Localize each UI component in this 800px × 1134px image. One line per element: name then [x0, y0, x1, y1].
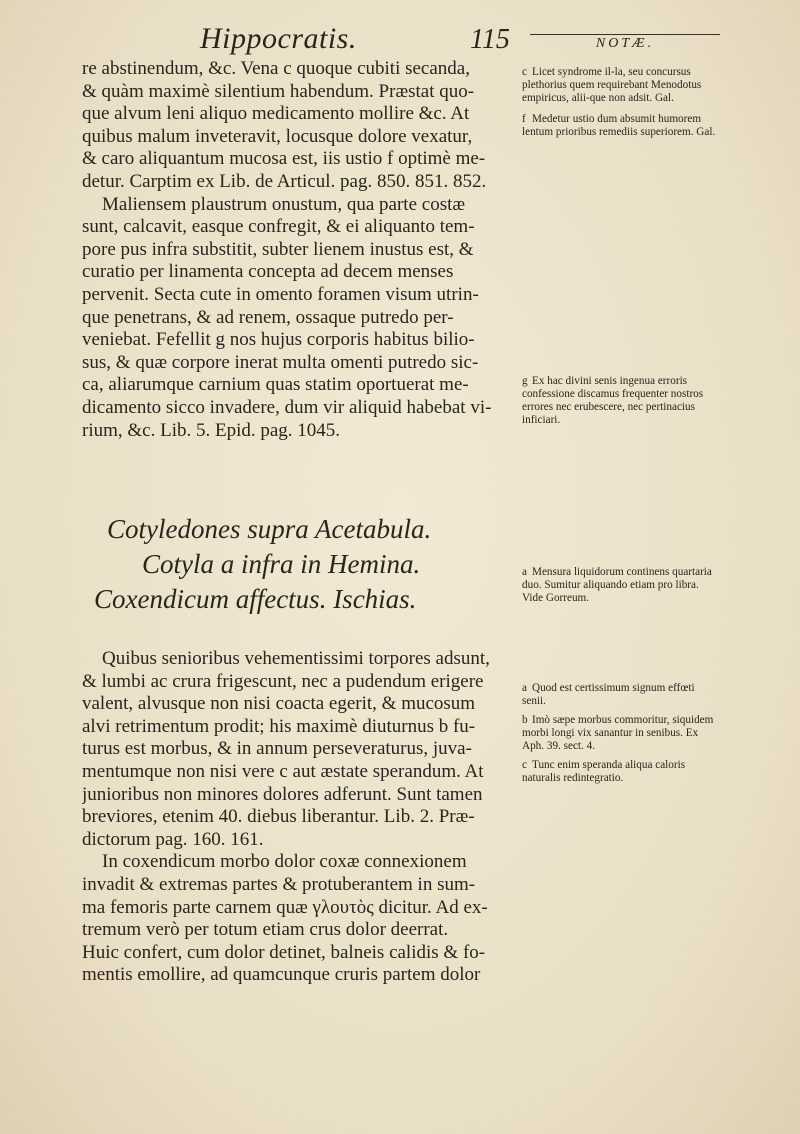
text-line: dictorum pag. 160. 161.: [82, 828, 264, 850]
text-line: re abstinendum, &c. Vena c quoque cubiti secanda,: [82, 58, 470, 79]
side-note: [522, 375, 717, 427]
text-line: veniebat. Fefellit g nos hujus corporis habitus bilio-: [82, 329, 475, 351]
text-line: quibus malum inveteravit, locusque dolore vexatur,: [82, 125, 473, 147]
main-text-section-1: [82, 58, 517, 442]
text-line: mentumque non nisi vere c aut æstate sperandum. At: [82, 760, 484, 782]
note-mark: b: [522, 714, 528, 726]
title-line: Cotyla a infra in Hemina.: [142, 549, 421, 579]
text-line: curatio per linamenta concepta ad decem menses: [82, 261, 454, 283]
text-line: breviores, etenim 40. diebus liberantur. Lib. 2. Præ-: [82, 806, 475, 828]
side-note: [522, 682, 717, 708]
page-header: [180, 22, 740, 56]
note-mark: c: [522, 66, 527, 78]
note-text: Imò sæpe morbus commoritur, siquidem morbi longi vix sanantur in senibus. Ex Aph. 39. sect. 4.: [522, 714, 714, 752]
text-line: pore pus infra substitit, subter lienem inustus est, &: [82, 238, 474, 260]
main-text-section-2: [82, 648, 517, 987]
side-notes-middle: [522, 566, 717, 611]
note-text: Ex hac divini senis ingenua erroris confessione discamus frequenter nostros errores nec erubescere, nec pertinacius inficiari.: [522, 375, 704, 426]
side-note: [522, 566, 717, 605]
page-number: 115: [470, 24, 510, 55]
note-mark: f: [522, 113, 526, 125]
text-line: que penetrans, & ad renem, ossaque putredo per-: [82, 306, 454, 328]
side-notes-top: [522, 66, 717, 145]
text-line: valent, alvusque non nisi coacta egerit, & mucosum: [82, 693, 476, 715]
note-text: Quod est certissimum signum effœti senii.: [522, 682, 695, 707]
title-line: Cotyledones supra Acetabula.: [107, 514, 432, 544]
text-line: ma femoris parte carnem quæ γλουτὸς dicitur. Ad ex-: [82, 896, 488, 918]
notes-heading: NOTÆ.: [530, 34, 720, 52]
text-line: mentis emollire, ad quamcunque cruris partem dolor: [82, 964, 481, 986]
text-line: & lumbi ac crura frigescunt, nec a pudendum erigere: [82, 670, 484, 692]
text-line: dicamento sicco invadere, dum vir aliquid habebat vi-: [82, 396, 492, 418]
text-line: sunt, calcavit, easque confregit, & ei aliquanto tem-: [82, 216, 475, 238]
text-line: In coxendicum morbo dolor coxæ connexionem: [102, 851, 467, 873]
note-text: Licet syndrome il-la, seu concursus plethorius quem requirebant Menodotus empiricus, alii-que non adsit. Gal.: [522, 66, 702, 104]
text-line: invadit & extremas partes & protuberantem in sum-: [82, 873, 476, 895]
note-mark: c: [522, 759, 527, 771]
note-text: Medetur ustio dum absumit humorem lentum prioribus remediis superiorem. Gal.: [522, 113, 716, 138]
side-note: [522, 714, 717, 753]
text-line: & caro aliquantum mucosa est, iis ustio f optimè me-: [82, 148, 486, 170]
text-line: que alvum leni aliquo medicamento mollire &c. At: [82, 103, 470, 125]
text-line: detur. Carptim ex Lib. de Articul. pag. 850. 851. 852.: [82, 170, 487, 192]
note-mark: a: [522, 682, 527, 694]
title-line: Coxendicum affectus. Ischias.: [94, 584, 417, 614]
side-note: [522, 66, 717, 105]
text-line: junioribus non minores dolores adferunt. Sunt tamen: [82, 783, 483, 805]
text-line: Quibus senioribus vehementissimi torpores adsunt,: [102, 648, 490, 669]
running-title: Hippocratis.: [200, 22, 357, 55]
text-line: tremum verò per totum etiam crus dolor deerrat.: [82, 919, 449, 941]
text-line: turus est morbus, & in annum perseveraturus, juva-: [82, 738, 472, 760]
text-line: alvi retrimentum prodit; his maximè diuturnus b fu-: [82, 715, 476, 737]
text-line: ca, aliarumque carnium quas statim oportuerat me-: [82, 374, 469, 396]
note-text: Mensura liquidorum continens quartaria duo. Sumitur aliquando etiam pro libra. Vide Gorreum.: [522, 566, 712, 604]
text-line: Maliensem plaustrum onustum, qua parte costæ: [102, 193, 466, 215]
text-line: sus, & quæ corpore inerat multa omenti putredo sic-: [82, 351, 479, 373]
text-line: rium, &c. Lib. 5. Epid. pag. 1045.: [82, 419, 341, 441]
text-line: pervenit. Secta cute in omento foramen visum utrin-: [82, 283, 479, 305]
side-notes-g: [522, 375, 717, 433]
note-mark: g: [522, 375, 528, 387]
note-text: Tunc enim speranda aliqua caloris naturalis redintegratio.: [522, 759, 686, 784]
side-notes-bottom: [522, 682, 717, 791]
note-mark: a: [522, 566, 527, 578]
side-note: [522, 113, 717, 139]
text-line: & quàm maximè silentium habendum. Præstat quo-: [82, 80, 475, 102]
side-note: [522, 759, 717, 785]
text-line: Huic confert, cum dolor detinet, balneis calidis & fo-: [82, 941, 486, 963]
section-title: [82, 512, 517, 617]
